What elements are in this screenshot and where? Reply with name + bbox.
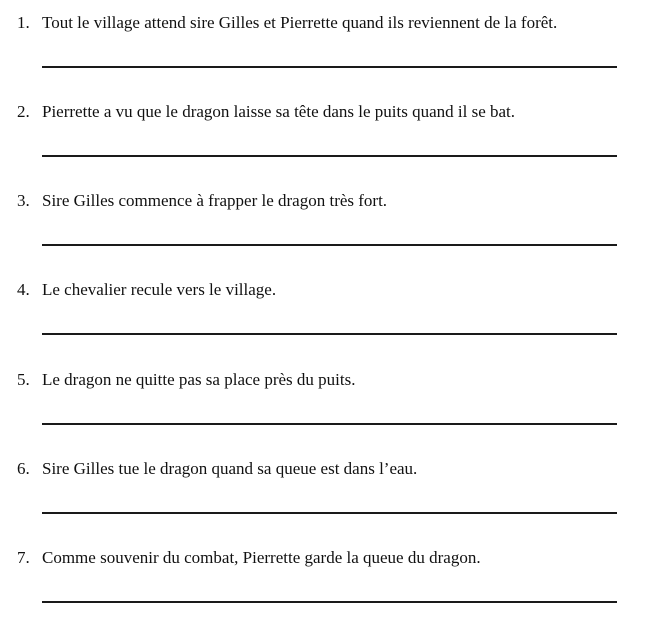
item-number: 6.	[17, 459, 30, 478]
item-number: 3.	[17, 191, 30, 210]
answer-line[interactable]	[42, 66, 617, 68]
worksheet-item-1	[0, 1, 654, 90]
item-statement: Sire Gilles tue le dragon quand sa queue est dans l’eau.	[42, 459, 418, 478]
worksheet-item-6	[0, 447, 654, 536]
item-number: 1.	[17, 13, 30, 32]
answer-line[interactable]	[42, 423, 617, 425]
item-statement: Le dragon ne quitte pas sa place près du puits.	[42, 370, 356, 389]
item-statement: Pierrette a vu que le dragon laisse sa tête dans le puits quand il se bat.	[42, 102, 516, 121]
item-number: 4.	[17, 280, 30, 299]
item-statement: Comme souvenir du combat, Pierrette garde la queue du dragon.	[42, 548, 481, 567]
worksheet-item-5	[0, 358, 654, 447]
item-number: 5.	[17, 370, 30, 389]
worksheet-item-7	[0, 536, 654, 625]
item-number: 7.	[17, 548, 30, 567]
answer-line[interactable]	[42, 244, 617, 246]
answer-line[interactable]	[42, 601, 617, 603]
item-statement: Le chevalier recule vers le village.	[42, 280, 277, 299]
answer-line[interactable]	[42, 512, 617, 514]
worksheet-item-3	[0, 179, 654, 268]
item-statement: Tout le village attend sire Gilles et Pierrette quand ils reviennent de la forêt.	[42, 13, 558, 32]
item-statement: Sire Gilles commence à frapper le dragon très fort.	[42, 191, 388, 210]
worksheet-item-4	[0, 268, 654, 357]
item-number: 2.	[17, 102, 30, 121]
answer-line[interactable]	[42, 155, 617, 157]
worksheet-item-2	[0, 90, 654, 179]
answer-line[interactable]	[42, 333, 617, 335]
